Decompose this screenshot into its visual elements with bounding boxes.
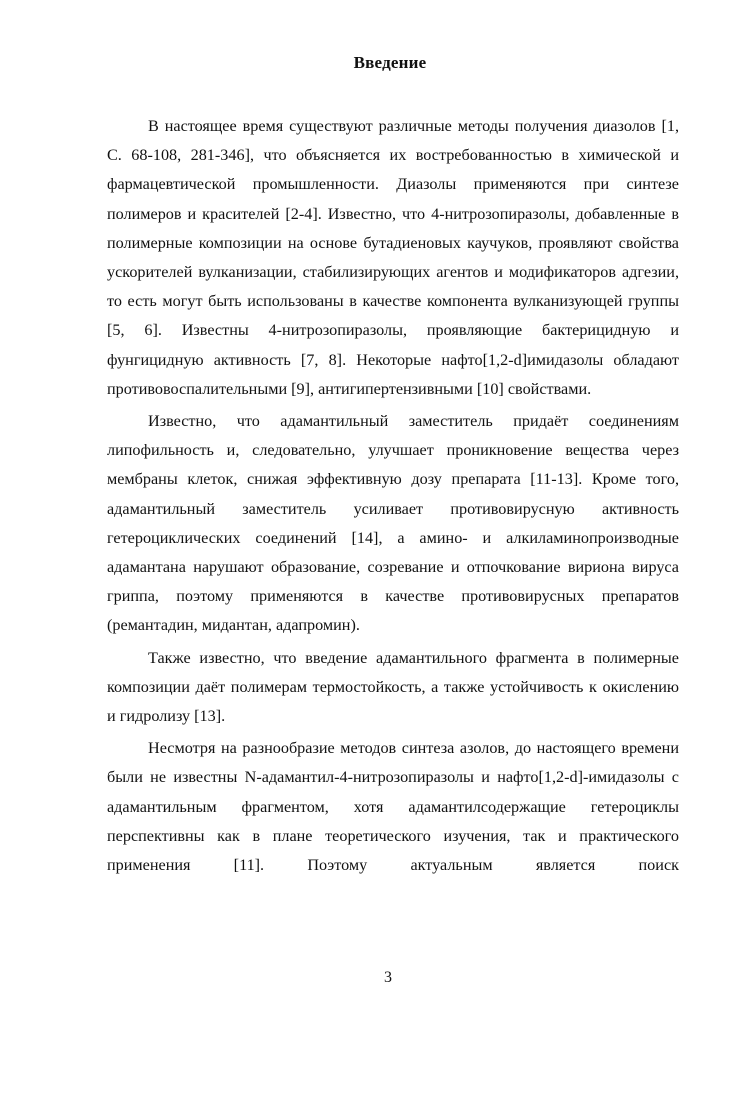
section-title: Введение [353, 53, 427, 72]
paragraph-1: В настоящее время существуют различные методы получения диазолов [1, С. 68-108, 281-346], что объясняется их востребованностью в химической и фармацевтической промышленности. Диазолы применяются при синтезе полимеров и красителей [2-4]. Известно, что 4-нитрозопиразолы, добавленные в полимерные композиции на основе бутадиеновых каучуков, проявляют свойства ускорителей вулканизации, стабилизирующих агентов и модификаторов адгезии, то есть могут быть использованы в качестве компонента вулканизующей группы [5, 6]. Известны 4-нитрозопиразолы, проявляющие бактерицидную и фунгицидную активность [7, 8]. Некоторые нафто[1,2-d]имидазолы обладают противовоспалительными [9], антигипертензивными [10] свойствами. [107, 117, 679, 398]
paragraph-4: Несмотря на разнообразие методов синтеза азолов, до настоящего времени были не известны N-адамантил-4-нитрозопиразолы и нафто[1,2-d]-имидазолы с адамантильным фрагментом, хотя адамантилсодержащие гетероциклы перспективны как в плане теоретического изучения, так и практического применения [11]. Поэтому актуальным является поиск [107, 739, 679, 875]
page-number: 3 [384, 969, 392, 986]
body-text [107, 112, 679, 880]
paragraph-2: Известно, что адамантильный заместитель придаёт соединениям липофильность и, следовательно, улучшает проникновение вещества через мембраны клеток, снижая эффективную дозу препарата [11-13]. Кроме того, адамантильный заместитель усиливает противовирусную активность гетероциклических соединений [14], а амино- и алкиламинопроизводные адамантана нарушают образование, созревание и отпочкование вириона вируса гриппа, поэтому применяются в качестве противовирусных препаратов (ремантадин, мидантан, адапромин). [107, 412, 679, 635]
paragraph-3: Также известно, что введение адамантильного фрагмента в полимерные композиции даёт полимерам термостойкость, а также устойчивость к окислению и гидролизу [13]. [107, 648, 679, 726]
